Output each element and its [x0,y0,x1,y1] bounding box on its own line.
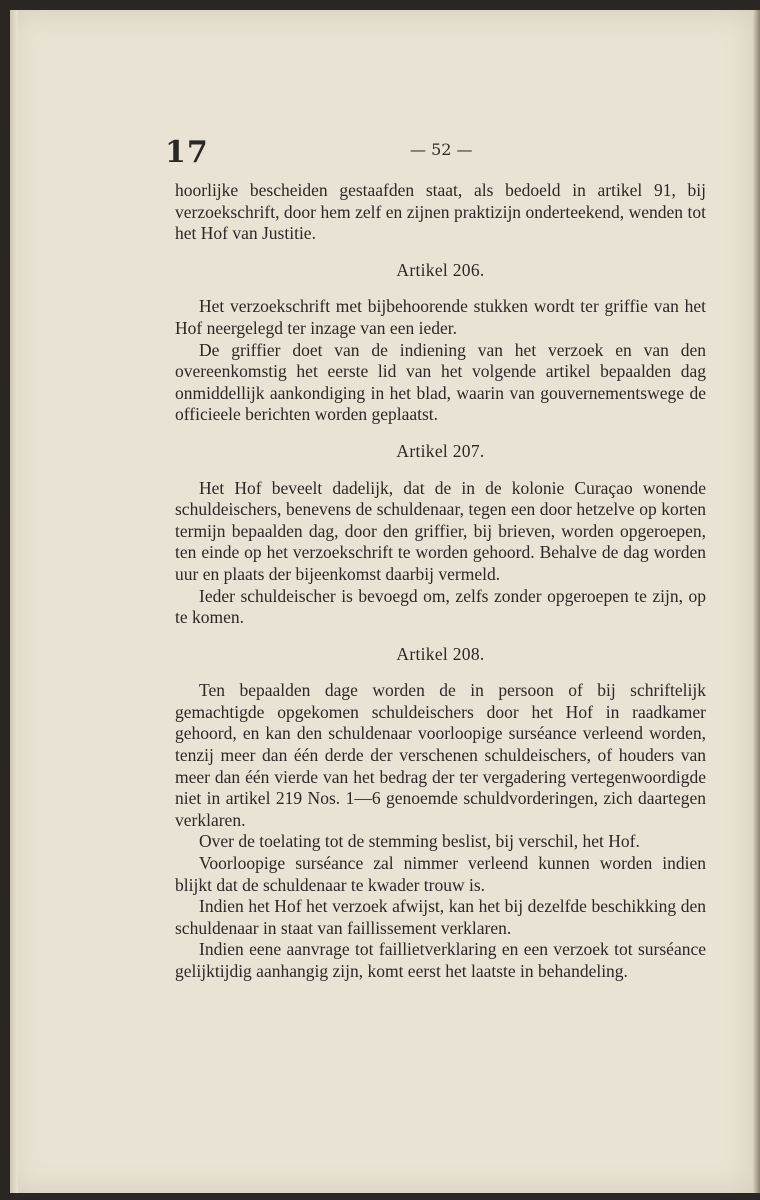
paragraph: Indien eene aanvrage tot faillietverklaring en een verzoek tot surséance gelijktijdig aanhangig zijn, komt eerst het laatste in behandeling. [175,939,706,981]
paragraph: Het verzoekschrift met bijbehoorende stukken wordt ter griffie van het Hof neergelegd ter inzage van een ieder. [175,296,706,338]
article-heading-206: Artikel 206. [396,259,485,280]
paragraph: De griffier doet van de indiening van het verzoek en van den overeenkomstig het eerste lid van het volgende artikel bepaalden dag onmiddellijk aankondiging in het blad, waarin van gouvernementswege de officieele berichten worden geplaatst. [175,339,706,425]
article-heading-207: Artikel 207. [396,440,485,461]
paragraph: hoorlijke bescheiden gestaafden staat, als bedoeld in artikel 91, bij verzoekschrift, door hem zelf en zijnen praktizijn onderteekend, wenden tot het Hof van Justitie. [175,180,706,244]
page-edge [753,10,760,1193]
page-gutter [10,10,18,1193]
paragraph: Voorloopige surséance zal nimmer verleend kunnen worden indien blijkt dat de schuldenaar te kwader trouw is. [175,853,706,895]
paragraph: Het Hof beveelt dadelijk, dat de in de kolonie Curaçao wonende schuldeischers, benevens de schuldenaar, tegen een door hetzelve op korten termijn bepaalden dag, door den griffier, bij brieven, worden opgeroepen, ten einde op het verzoekschrift te worden gehoord. Behalve de dag worden uur en plaats der bijeenkomst daarbij vermeld. [175,477,706,584]
paragraph: Indien het Hof het verzoek afwijst, kan het bij dezelfde beschikking den schuldenaar in staat van faillissement verklaren. [175,896,706,938]
paragraph: Ten bepaalden dage worden de in persoon of bij schriftelijk gemachtigde opgekomen schuldeischers door het Hof in raadkamer gehoord, en kan den schuldenaar voorloopige surséance verleend worden, tenzij meer dan één derde der verschenen schuldeischers, of houders van meer dan één vierde van het bedrag der ter vergadering vertegenwoordigde niet in artikel 219 Nos. 1—6 genoemde schuldvorderingen, zich daartegen verklaren. [175,680,706,830]
signature-mark: 17 [165,135,209,170]
page-number: — 52 — [410,140,473,159]
paragraph: Ieder schuldeischer is bevoegd om, zelfs zonder opgeroepen te zijn, op te komen. [175,585,706,628]
article-heading-208: Artikel 208. [396,643,485,664]
paragraph: Over de toelating tot de stemming beslist, bij verschil, het Hof. [199,831,640,852]
page-body [175,180,706,983]
